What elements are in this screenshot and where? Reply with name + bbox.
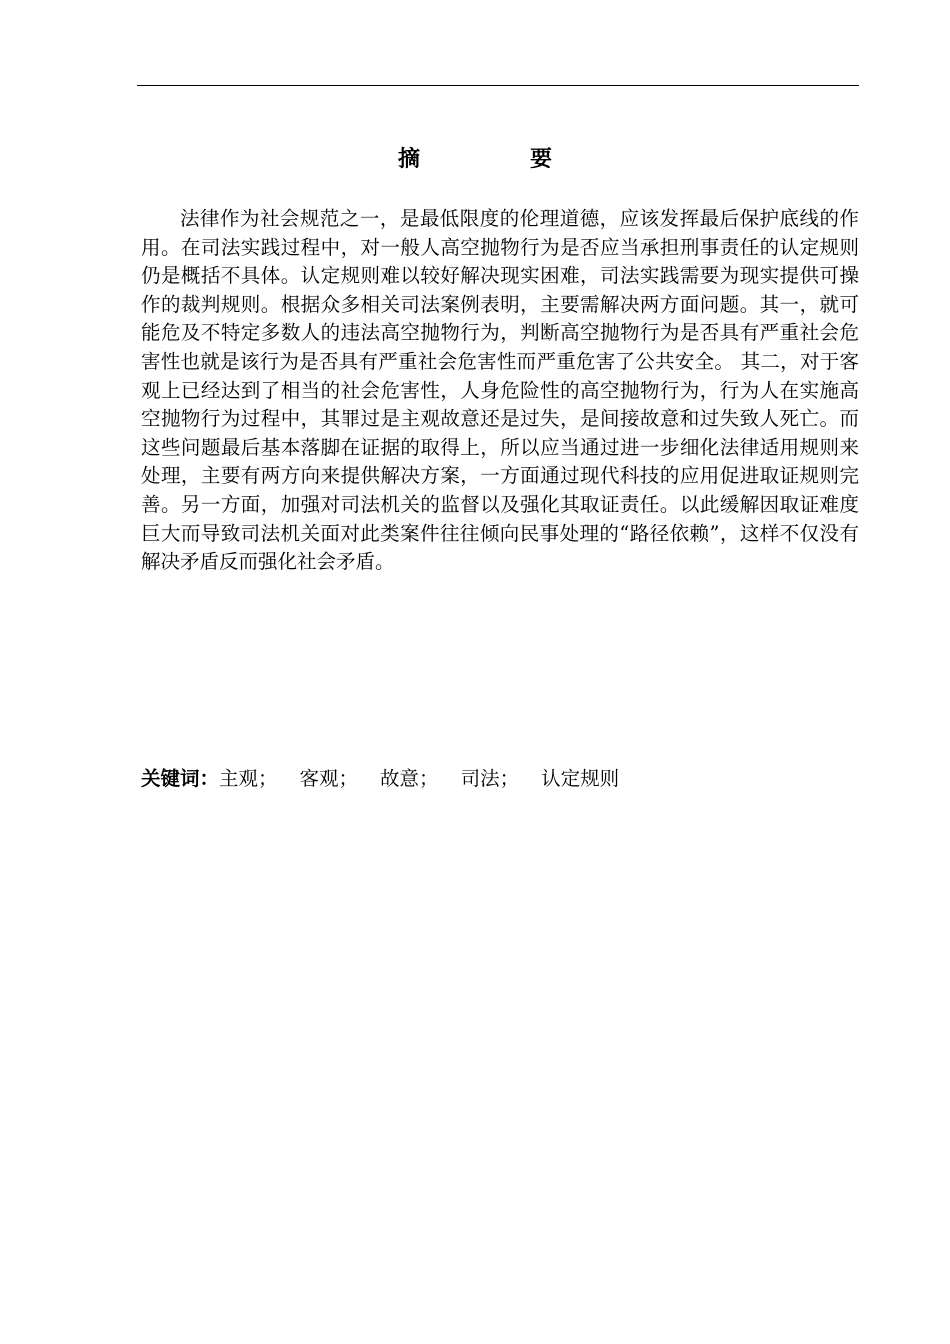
keyword-item: 司法； [460, 767, 520, 790]
abstract-body: 法律作为社会规范之一，是最低限度的伦理道德，应该发挥最后保护底线的作用。在司法实践过程中，对一般人高空抛物行为是否应当承担刑事责任的认定规则仍是概括不具体。认定规则难以较好解决现实困难，司法实践需要为现实提供可操作的裁判规则。根据众多相关司法案例表明，主要需解决两方面问题。其一，就可能危及不特定多数人的违法高空抛物行为，判断高空抛物行为是否具有严重社会危害性也就是该行为是否具有严重社会危害性而严重危害了公共安全。 其二，对于客观上已经达到了相当的社会危害性，人身危险性的高空抛物行为，行为人在实施高空抛物行为过程中，其罪过是主观故意还是过失，是间接故意和过失致人死亡。而这些问题最后基本落脚在证据的取得上，所以应当通过进一步细化法律适用规则来处理，主要有两方向来提供解决方案，一方面通过现代科技的应用促进取证规则完善。另一方面，加强对司法机关的监督以及强化其取证责任。以此缓解因取证难度巨大而导致司法机关面对此类案件往往倾向民事处理的“路径依赖”，这样不仅没有解决矛盾反而强化社会矛盾。 [141, 207, 859, 574]
header-rule [137, 85, 859, 86]
keyword-item: 主观； [219, 767, 278, 790]
keywords-line [141, 765, 859, 793]
keywords-label: 关键词： [141, 767, 220, 790]
keyword-item: 故意； [380, 767, 439, 790]
abstract-title: 摘 要 [397, 147, 596, 172]
keyword-item: 客观； [299, 767, 359, 790]
keyword-item: 认定规则 [541, 767, 620, 790]
